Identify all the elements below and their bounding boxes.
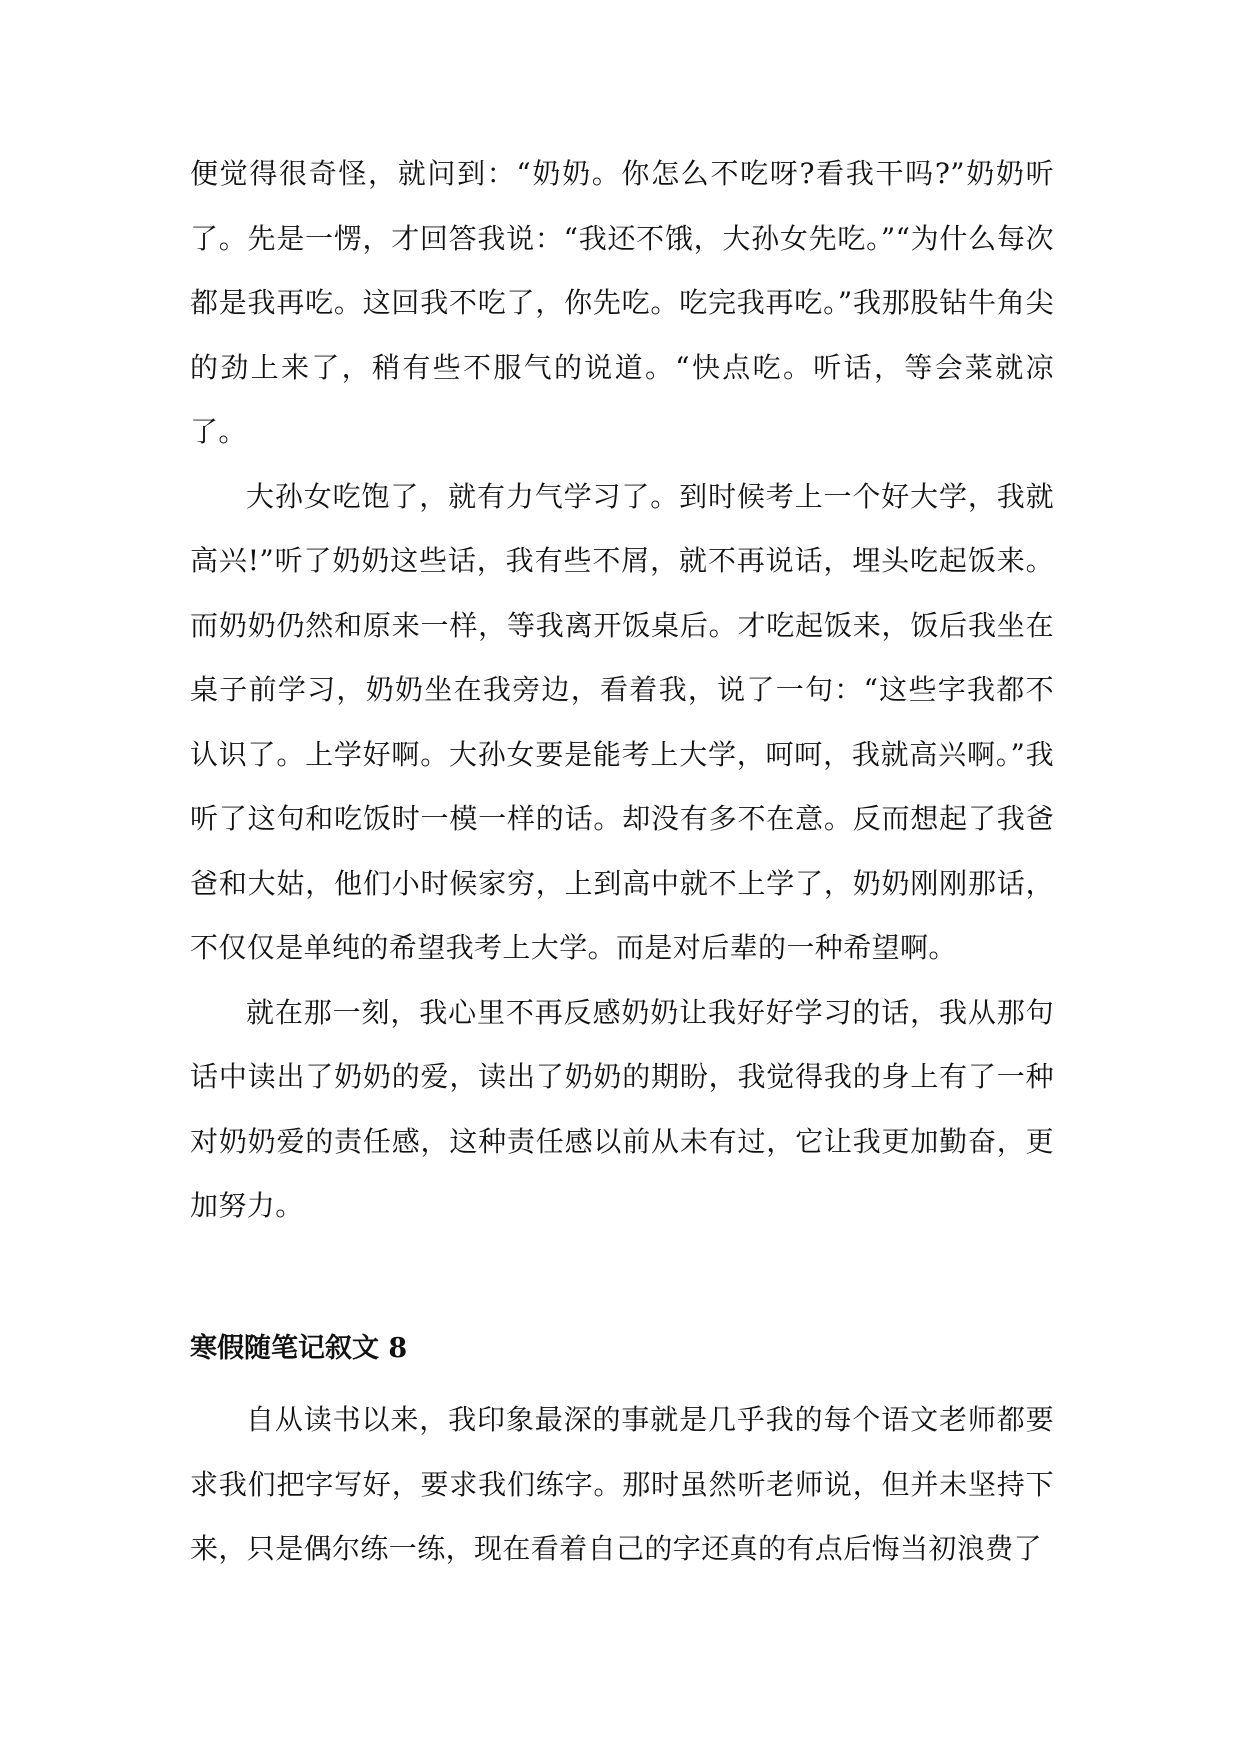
paragraph-continued: 便觉得很奇怪，就问到：“奶奶。你怎么不吃呀?看我干吗?”奶奶听了。先是一愣，才回答我说：“我还不饿，大孙女先吃。”“为什么每次都是我再吃。这回我不吃了，你先吃。吃完我再吃。”我那股钻牛角尖的劲上来了，稍有些不服气的说道。“快点吃。听话，等会菜就凉了。 xyxy=(190,157,1054,448)
paragraph: 就在那一刻，我心里不再反感奶奶让我好好学习的话，我从那句话中读出了奶奶的爱，读出了奶奶的期盼，我觉得我的身上有了一种对奶奶爱的责任感，这种责任感以前从未有过，它让我更加勤奋，更加努力。 xyxy=(190,995,1054,1222)
paragraph: 自从读书以来，我印象最深的事就是几乎我的每个语文老师都要求我们把字写好，要求我们练字。那时虽然听老师说，但并未坚持下来，只是偶尔练一练，现在看着自己的字还真的有点后悔当初浪费了 xyxy=(190,1403,1054,1565)
essay-body-bottom xyxy=(190,1388,1054,1582)
essay-title: 寒假随笔记叙文 8 xyxy=(190,1333,408,1364)
paragraph: 大孙女吃饱了，就有力气学习了。到时候考上一个好大学，我就高兴!”听了奶奶这些话，我有些不屑，就不再说话，埋头吃起饭来。而奶奶仍然和原来一样，等我离开饭桌后。才吃起饭来，饭后我坐在桌子前学习，奶奶坐在我旁边，看着我，说了一句：“这些字我都不认识了。上学好啊。大孙女要是能考上大学，呵呵，我就高兴啊。”我听了这句和吃饭时一模一样的话。却没有多不在意。反而想起了我爸爸和大姑，他们小时候家穷，上到高中就不上学了，奶奶刚刚那话，不仅仅是单纯的希望我考上大学。而是对后辈的一种希望啊。 xyxy=(190,479,1054,964)
essay-body-top xyxy=(190,142,1054,1239)
